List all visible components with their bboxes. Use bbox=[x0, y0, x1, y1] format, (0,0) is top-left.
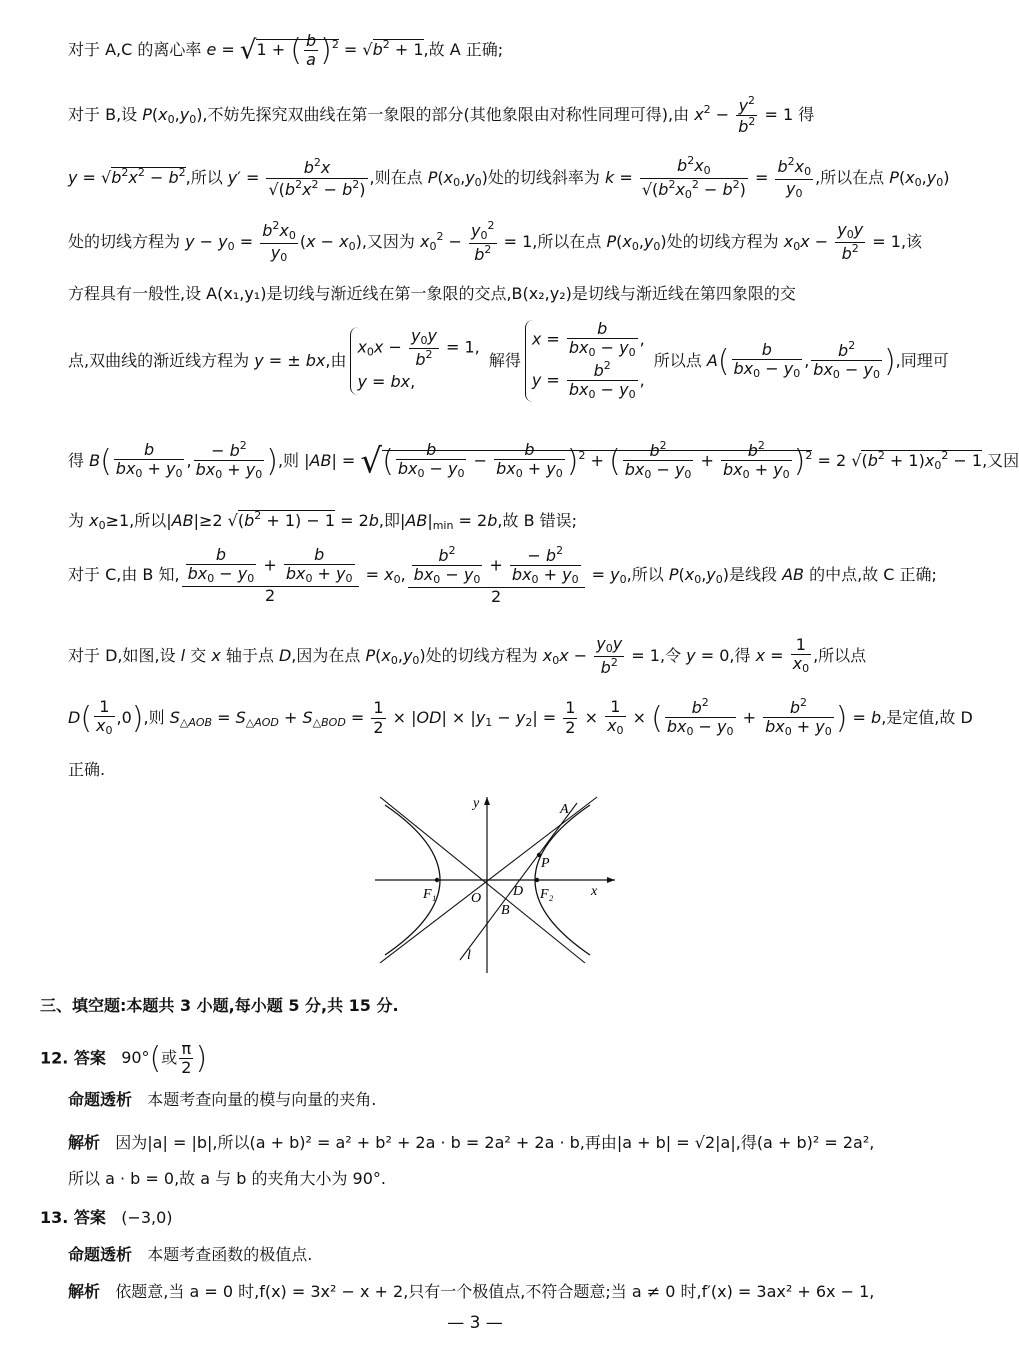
label-P: P bbox=[541, 856, 550, 871]
text-line-12 bbox=[68, 757, 920, 780]
render-l6: 点,双曲线的渐近线方程为 y = ± bx,由 $x_0x$ − $\frac{y_0y}{b^2}$ = 1, y = bx, 解得 x = $\frac{b}{bx_0 - y_0}$ , y = $\frac{b^2}{bx_0 - y_0}$ , 所以点 A( $\frac{b}{bx_0 - y_0}$ , $\frac{b^2}{bx_0 - y_0}$ ),同理可 bbox=[68, 319, 949, 402]
render-l4: 处的切线方程为 $y - y_0$ = $\frac{b^2x_0}{y_0}$ $(x - x_0)$,又因为 $x_0^2$ − $\frac{y_0^2}{b^2}$ = 1,所以在点 $P(x_0,y_0)$处的切线方程为 $x_0x$ − $\frac{y_0y}{b^2}$ = 1,该 bbox=[68, 219, 923, 264]
point-F2 bbox=[535, 878, 539, 882]
q12-intent-line bbox=[68, 1087, 920, 1110]
x-axis-arrow bbox=[607, 877, 615, 883]
text-line-9 bbox=[68, 544, 937, 607]
q13-analysis-text-1: 依题意,当 a = 0 时,f(x) = 3x² − x + 2,只有一个极值点,不符合题意;当 a ≠ 0 时,f′(x) = 3ax² + 6x − 1, bbox=[115, 1282, 875, 1301]
q13-intent-line bbox=[68, 1242, 920, 1265]
q12-analysis-label: 解析 bbox=[68, 1133, 101, 1152]
q13-intent-text: 本题考查函数的极值点. bbox=[147, 1245, 313, 1264]
text-line-5 bbox=[68, 281, 920, 304]
hyperbola-figure bbox=[375, 795, 625, 975]
render-l11: D( $\frac{1}{x_0}$ ,0),则 $S_{\triangle AOB} = S_{\triangle AOD} + S_{\triangle BOD}$ = $\frac{1}{2}$ × $|OD| \times |y_1 - y_2|$ = $\frac{1}{2}$ × $\frac{1}{x_0}$ × ( $\frac{b^2}{bx_0 - y_0}$ + $\frac{b^2}{bx_0 + y_0}$ ) = b,是定值,故 D bbox=[68, 696, 973, 739]
text-line-5-content: 方程具有一般性,设 A(x₁,y₁)是切线与渐近线在第一象限的交点,B(x₂,y₂)是切线与渐近线在第四象限的交 bbox=[68, 284, 796, 303]
q12-analysis-text-2: 所以 a · b = 0,故 a 与 b 的夹角大小为 90°. bbox=[68, 1169, 386, 1188]
q13-intent-label: 命题透析 bbox=[68, 1245, 133, 1264]
q12-answer-line bbox=[40, 1040, 920, 1078]
q12-answer-render: 90°(或 $\frac{\pi}{2}$ ) bbox=[111, 1039, 208, 1078]
text-line-1 bbox=[68, 32, 920, 70]
q13-analysis-line-1 bbox=[68, 1279, 920, 1302]
section-heading bbox=[40, 993, 920, 1016]
q13-answer-text: (−3,0) bbox=[121, 1208, 173, 1227]
label-A: A bbox=[560, 802, 569, 817]
q13-number: 13. 答案 bbox=[40, 1208, 106, 1227]
q12-analysis-line-2 bbox=[68, 1166, 920, 1189]
label-x: x bbox=[591, 884, 598, 899]
label-l: l bbox=[467, 948, 471, 963]
point-F1 bbox=[435, 878, 439, 882]
render-l9: 对于 C,由 B 知, $\frac{b}{bx_0 - y_0}$ + $\frac{b}{bx_0 + y_0}$ 2 = $x_0$, $\frac{b^2}{bx_0 - y_0}$ + $\frac{- b^2}{bx_0 + y_0}$ 2 = $y_0$,所以 $P(x_0,y_0)$是线段 AB 的中点,故 C 正确; bbox=[68, 544, 937, 607]
q12-intent-label: 命题透析 bbox=[68, 1090, 133, 1109]
render-l2: 对于 B,设 $P(x_0,y_0)$,不妨先探究双曲线在第一象限的部分(其他象限由对称性同理可得),由 $x^2$ − $\frac{y^2}{b^2}$ = 1 得 bbox=[68, 94, 815, 137]
render-l3: $y = √b^2x^2 - b^2$,所以 y′ = $\frac{b^2x}{√(b^2x^2 - b^2)}$ ,则在点 $P(x_0,y_0)$处的切线斜率为 k = $\frac{b^2x_0}{√(b^2x_0^2 - b^2)}$ = $\frac{b^2x_0}{y_0}$ ,所以在点 $P(x_0,y_0)$ bbox=[68, 154, 950, 201]
label-B: B bbox=[501, 903, 510, 918]
q12-analysis-line-1 bbox=[68, 1130, 920, 1153]
render-l8: 为 $x_0\ge 1$,所以|AB|≥2 $√(b^2 + 1) - 1 = 2b$,即$|AB|_{min} = 2b$,故 B 错误; bbox=[68, 509, 578, 532]
text-line-12-content: 正确. bbox=[68, 760, 106, 779]
label-O: O bbox=[471, 891, 482, 906]
q12-number: 12. 答案 bbox=[40, 1048, 106, 1068]
render-l7: 得 B( $\frac{b}{bx_0 + y_0}$ , $\frac{- b^2}{bx_0 + y_0}$ ),则 |AB| = √( $\frac{b}{bx_0 - y_0}$ − $\frac{b}{bx_0 + y_0}$ )$^2$ + ( $\frac{b^2}{bx_0 - y_0}$ + $\frac{b^2}{bx_0 + y_0}$ )$^2$ = 2 $√(b^2 + 1)x_0^2 - 1$,又因 bbox=[68, 439, 1019, 482]
text-line-4 bbox=[68, 219, 923, 264]
text-line-8 bbox=[68, 508, 920, 532]
text-line-11 bbox=[68, 696, 973, 739]
y-axis-arrow bbox=[484, 797, 490, 805]
label-F1: F₁ bbox=[423, 887, 437, 902]
q12-analysis-text-1: 因为|a| = |b|,所以(a + b)² = a² + b² + 2a · b = 2a² + 2a · b,再由|a + b| = √2|a|,得(a + b)² = 2a², bbox=[115, 1133, 875, 1152]
section-heading-text: 三、填空题:本题共 3 小题,每小题 5 分,共 15 分. bbox=[40, 996, 399, 1015]
text-line-10 bbox=[68, 635, 920, 677]
label-F2: F₂ bbox=[540, 887, 554, 902]
page-number bbox=[0, 1313, 950, 1333]
q13-analysis-label: 解析 bbox=[68, 1282, 101, 1301]
text-line-7 bbox=[68, 439, 1019, 482]
text-line-6 bbox=[68, 319, 949, 402]
q13-answer-line bbox=[40, 1205, 920, 1228]
label-D: D bbox=[513, 884, 524, 899]
page-number-text: — 3 — bbox=[447, 1313, 503, 1333]
text-line-3 bbox=[68, 154, 950, 201]
render-l10: 对于 D,如图,设 l 交 x 轴于点 D,因为在点 $P(x_0,y_0)$处的切线方程为 $x_0x$ − $\frac{y_0y}{b^2}$ = 1,令 y = 0,得 x = $\frac{1}{x_0}$ ,所以点 bbox=[68, 634, 867, 677]
label-y: y bbox=[473, 796, 480, 811]
q12-intent-text: 本题考查向量的模与向量的夹角. bbox=[147, 1090, 377, 1109]
text-line-2 bbox=[68, 95, 920, 137]
render-l1: 对于 A,C 的离心率 e = √1 + ( $\frac{b}{a}$ )$^2 = √b^2 + 1$,故 A 正确; bbox=[68, 31, 504, 70]
tangent-line-l bbox=[460, 803, 577, 960]
